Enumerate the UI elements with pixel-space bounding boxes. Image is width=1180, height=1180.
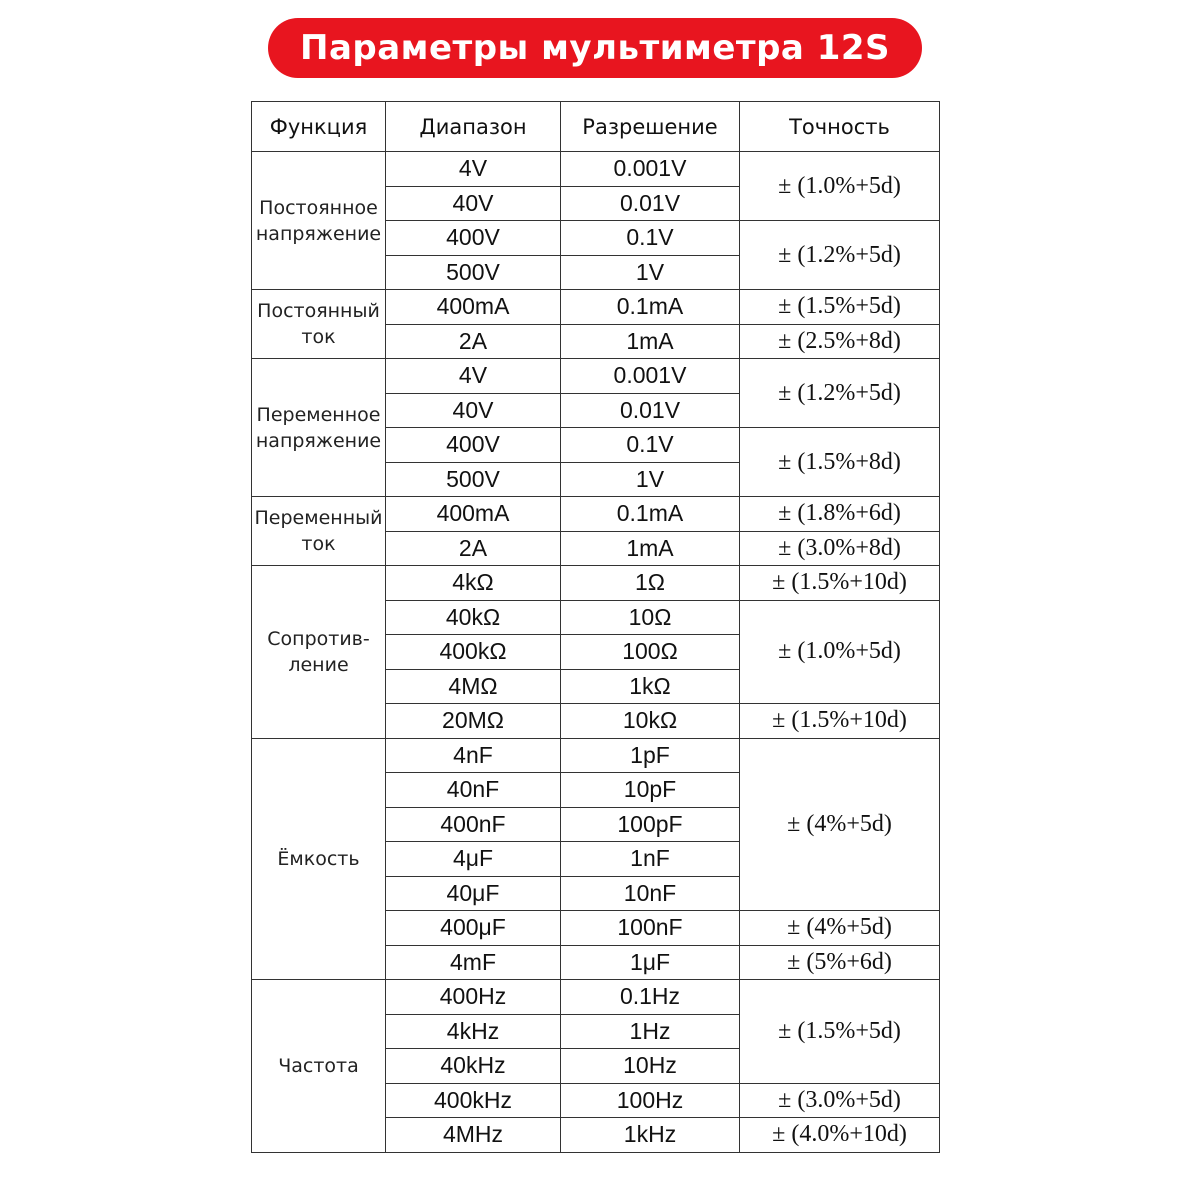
accuracy-cell: ± (3.0%+5d) xyxy=(740,1083,940,1118)
function-label: напряжение xyxy=(255,429,382,452)
table-row xyxy=(252,359,940,394)
accuracy-cell: ± (1.5%+5d) xyxy=(740,290,940,325)
resolution-cell: 1Hz xyxy=(561,1014,740,1049)
accuracy-cell: ± (1.2%+5d) xyxy=(740,359,940,428)
range-cell: 40V xyxy=(386,393,561,428)
spec-table-body xyxy=(252,152,940,1153)
resolution-cell: 10Hz xyxy=(561,1049,740,1084)
accuracy-cell: ± (1.0%+5d) xyxy=(740,152,940,221)
table-row xyxy=(252,738,940,773)
header-accuracy: Точность xyxy=(740,102,940,152)
range-cell: 400Hz xyxy=(386,980,561,1015)
range-cell: 400mA xyxy=(386,497,561,532)
resolution-cell: 1V xyxy=(561,255,740,290)
resolution-cell: 10kΩ xyxy=(561,704,740,739)
range-cell: 400nF xyxy=(386,807,561,842)
resolution-cell: 1mA xyxy=(561,324,740,359)
function-label: ление xyxy=(288,653,349,676)
table-row xyxy=(252,152,940,187)
function-label: Постоянный xyxy=(257,300,380,322)
range-cell: 40nF xyxy=(386,773,561,808)
range-cell: 20MΩ xyxy=(386,704,561,739)
range-cell: 4kHz xyxy=(386,1014,561,1049)
range-cell: 4MHz xyxy=(386,1118,561,1153)
resolution-cell: 100Hz xyxy=(561,1083,740,1118)
range-cell: 400V xyxy=(386,428,561,463)
resolution-cell: 100pF xyxy=(561,807,740,842)
table-row xyxy=(252,566,940,601)
resolution-cell: 0.1mA xyxy=(561,497,740,532)
range-cell: 400mA xyxy=(386,290,561,325)
accuracy-cell: ± (4%+5d) xyxy=(740,911,940,946)
range-cell: 500V xyxy=(386,255,561,290)
resolution-cell: 0.1V xyxy=(561,221,740,256)
accuracy-cell: ± (1.5%+5d) xyxy=(740,980,940,1084)
range-cell: 40V xyxy=(386,186,561,221)
range-cell: 4MΩ xyxy=(386,669,561,704)
range-cell: 4μF xyxy=(386,842,561,877)
range-cell: 4V xyxy=(386,152,561,187)
function-label: Постоянное xyxy=(259,196,378,219)
accuracy-cell: ± (5%+6d) xyxy=(740,945,940,980)
function-label: Сопротив- xyxy=(267,627,370,650)
range-cell: 4nF xyxy=(386,738,561,773)
header-resolution: Разрешение xyxy=(561,102,740,152)
function-label: Переменный xyxy=(254,507,383,529)
resolution-cell: 10nF xyxy=(561,876,740,911)
accuracy-cell: ± (1.8%+6d) xyxy=(740,497,940,532)
resolution-cell: 10Ω xyxy=(561,600,740,635)
resolution-cell: 100Ω xyxy=(561,635,740,670)
range-cell: 500V xyxy=(386,462,561,497)
function-label: ток xyxy=(301,326,336,348)
range-cell: 2A xyxy=(386,324,561,359)
range-cell: 40μF xyxy=(386,876,561,911)
resolution-cell: 0.001V xyxy=(561,359,740,394)
resolution-cell: 1mA xyxy=(561,531,740,566)
header-function: Функция xyxy=(252,102,386,152)
range-cell: 2A xyxy=(386,531,561,566)
resolution-cell: 0.1Hz xyxy=(561,980,740,1015)
page-title: Параметры мультиметра 12S xyxy=(268,18,922,78)
accuracy-cell: ± (1.2%+5d) xyxy=(740,221,940,290)
accuracy-cell: ± (4.0%+10d) xyxy=(740,1118,940,1153)
header-range: Диапазон xyxy=(386,102,561,152)
range-cell: 4mF xyxy=(386,945,561,980)
function-cell xyxy=(252,738,386,980)
accuracy-cell: ± (2.5%+8d) xyxy=(740,324,940,359)
resolution-cell: 1kΩ xyxy=(561,669,740,704)
function-label: Переменное xyxy=(256,403,381,426)
resolution-cell: 1nF xyxy=(561,842,740,877)
range-cell: 40kHz xyxy=(386,1049,561,1084)
table-row xyxy=(252,497,940,532)
table-row xyxy=(252,290,940,325)
function-cell xyxy=(252,566,386,739)
function-label: ток xyxy=(301,533,336,555)
range-cell: 400kΩ xyxy=(386,635,561,670)
resolution-cell: 1pF xyxy=(561,738,740,773)
resolution-cell: 1kHz xyxy=(561,1118,740,1153)
accuracy-cell: ± (3.0%+8d) xyxy=(740,531,940,566)
function-cell xyxy=(252,359,386,497)
accuracy-cell: ± (4%+5d) xyxy=(740,738,940,911)
accuracy-cell: ± (1.5%+8d) xyxy=(740,428,940,497)
function-cell xyxy=(252,290,386,359)
resolution-cell: 0.001V xyxy=(561,152,740,187)
table-row xyxy=(252,980,940,1015)
resolution-cell: 1Ω xyxy=(561,566,740,601)
header-row xyxy=(252,102,940,152)
resolution-cell: 1V xyxy=(561,462,740,497)
range-cell: 40kΩ xyxy=(386,600,561,635)
function-label: Ёмкость xyxy=(277,847,360,870)
function-label: Частота xyxy=(278,1054,359,1077)
resolution-cell: 0.1V xyxy=(561,428,740,463)
range-cell: 4kΩ xyxy=(386,566,561,601)
resolution-cell: 0.01V xyxy=(561,393,740,428)
range-cell: 4V xyxy=(386,359,561,394)
accuracy-cell: ± (1.5%+10d) xyxy=(740,704,940,739)
spec-table xyxy=(251,101,940,1153)
range-cell: 400V xyxy=(386,221,561,256)
accuracy-cell: ± (1.0%+5d) xyxy=(740,600,940,704)
resolution-cell: 100nF xyxy=(561,911,740,946)
accuracy-cell: ± (1.5%+10d) xyxy=(740,566,940,601)
resolution-cell: 0.01V xyxy=(561,186,740,221)
resolution-cell: 0.1mA xyxy=(561,290,740,325)
function-label: напряжение xyxy=(255,222,382,245)
resolution-cell: 10pF xyxy=(561,773,740,808)
range-cell: 400μF xyxy=(386,911,561,946)
function-cell xyxy=(252,152,386,290)
range-cell: 400kHz xyxy=(386,1083,561,1118)
function-cell xyxy=(252,497,386,566)
resolution-cell: 1μF xyxy=(561,945,740,980)
function-cell xyxy=(252,980,386,1153)
